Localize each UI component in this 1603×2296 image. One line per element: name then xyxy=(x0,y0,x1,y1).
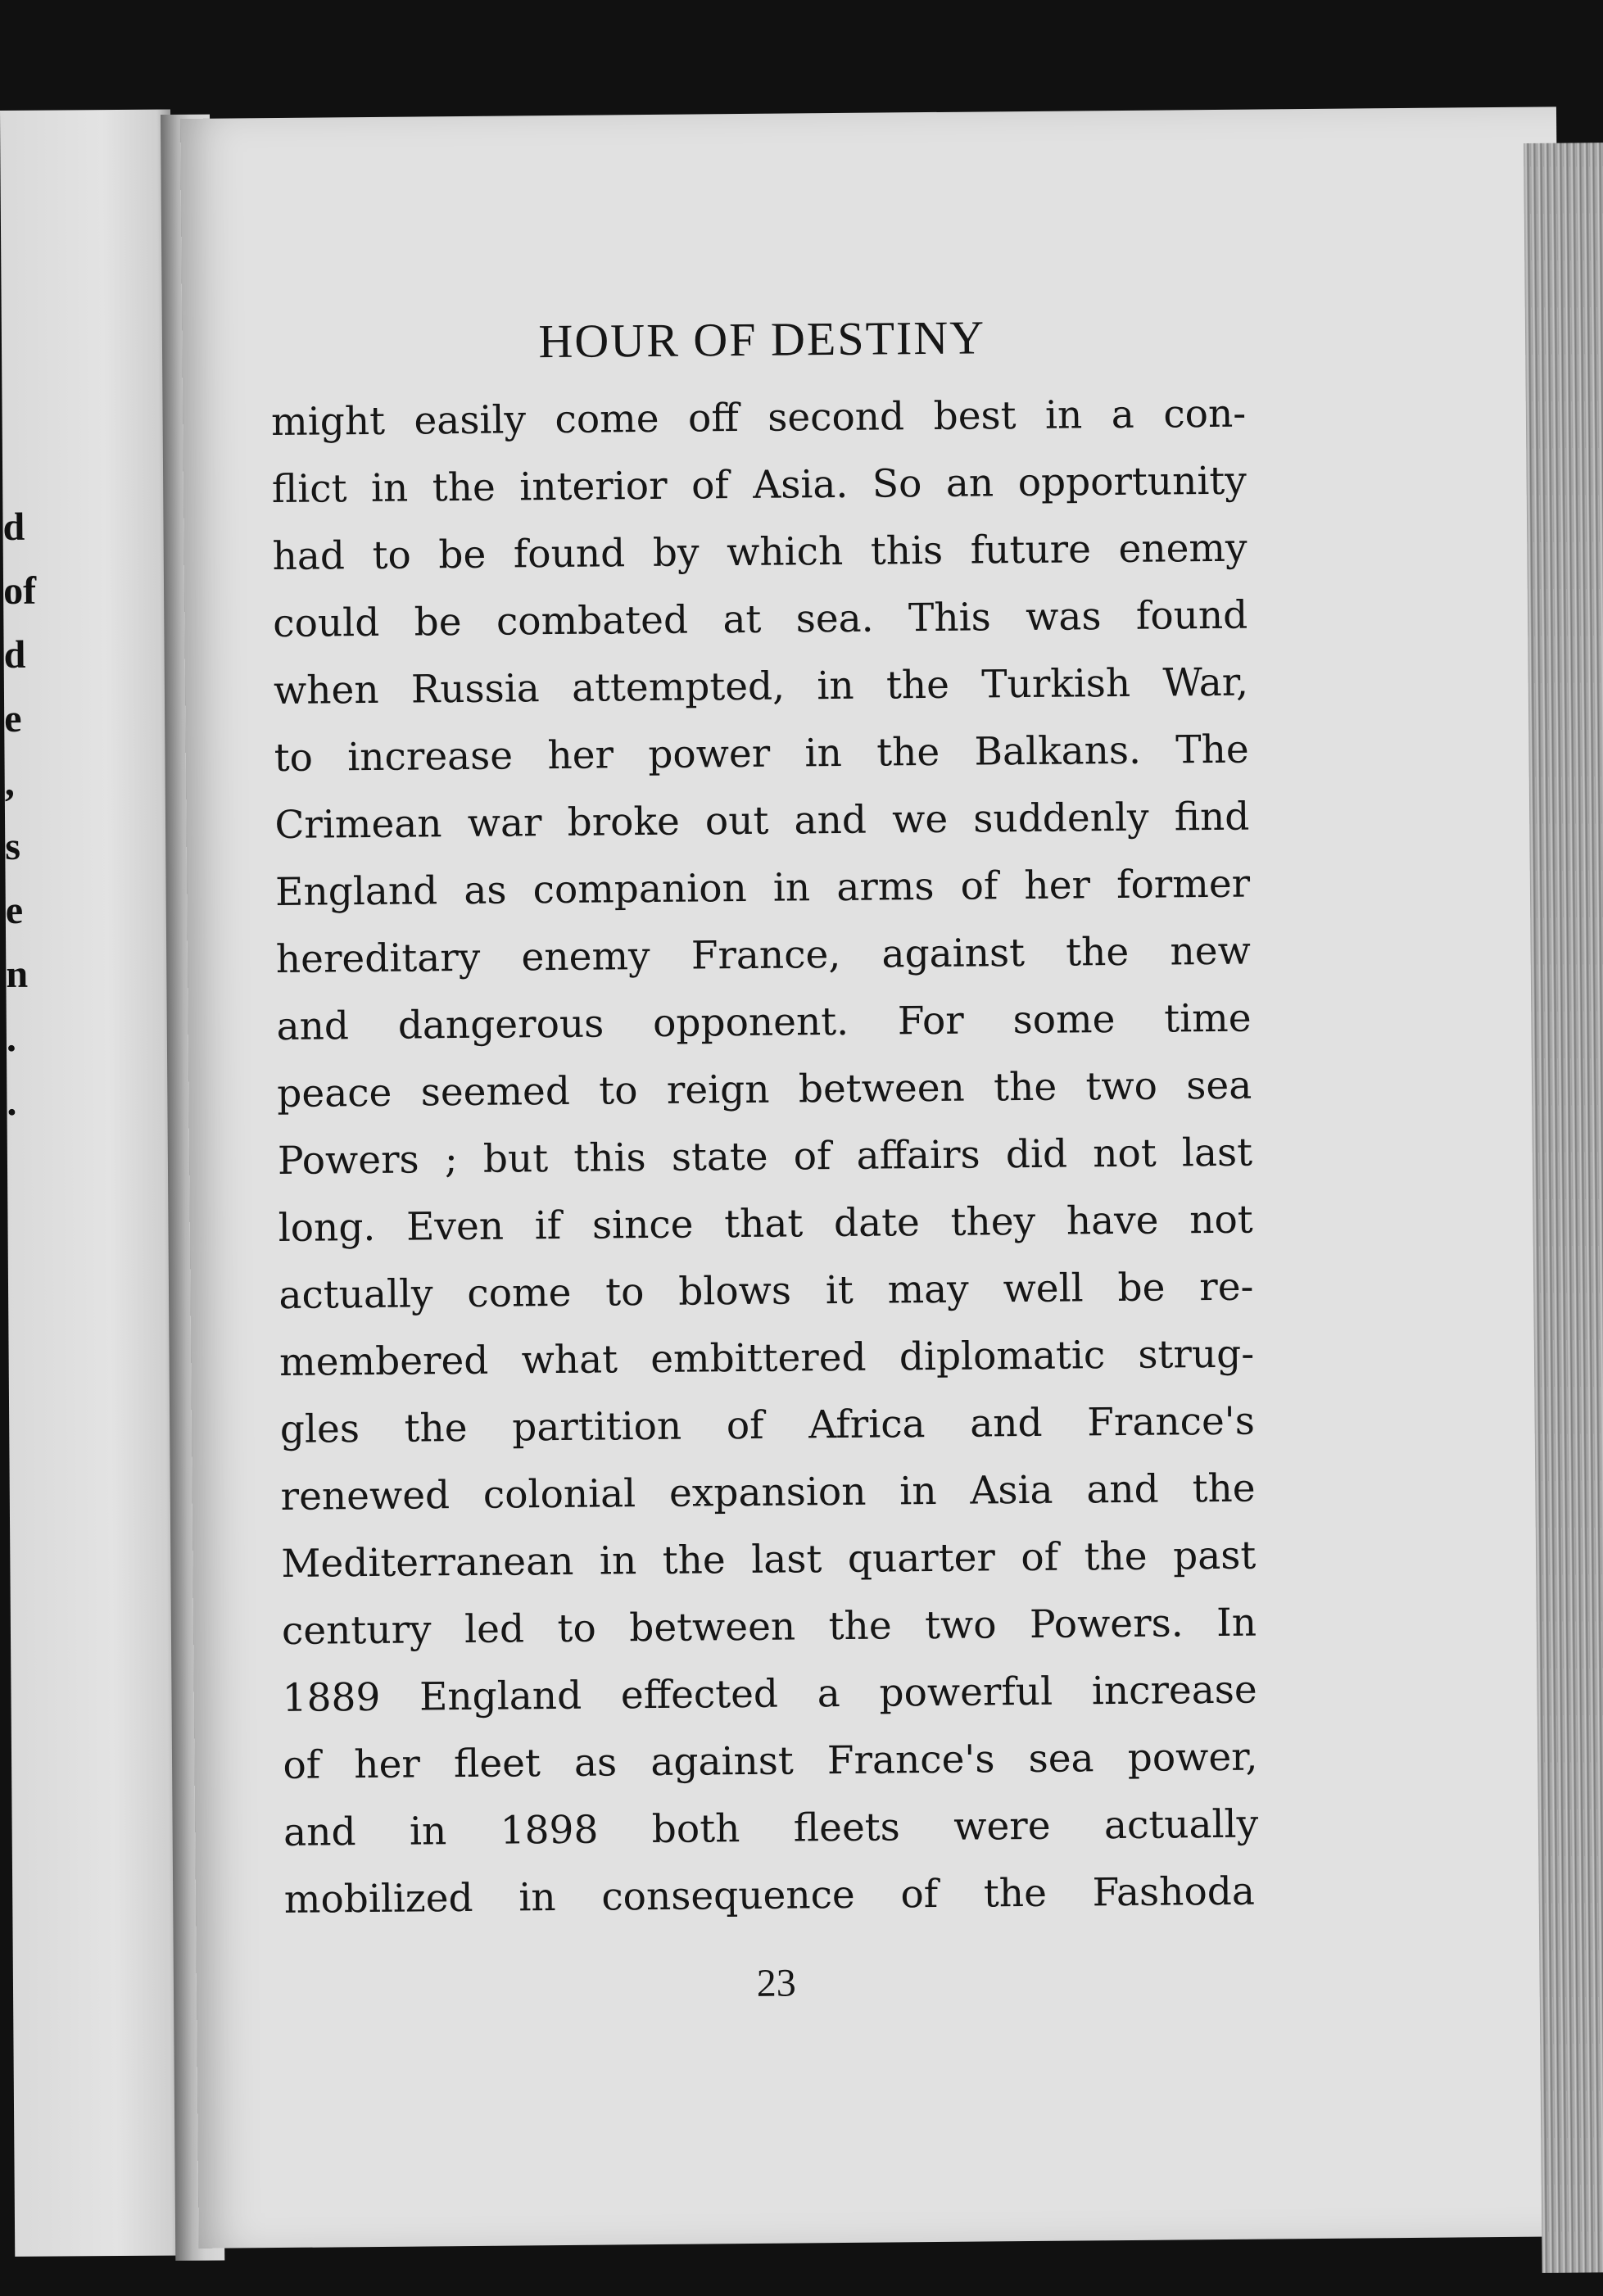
text-line: long. Even if since that date they have not xyxy=(278,1197,1253,1251)
text-line: century led to between the two Powers. In xyxy=(281,1600,1257,1654)
text-line: peace seemed to reign between the two sea xyxy=(277,1062,1252,1116)
text-line: might easily come off second best in a con- xyxy=(270,391,1247,445)
previous-page-fragment: e xyxy=(5,888,24,932)
text-line: mobilized in consequence of the Fashoda xyxy=(283,1868,1256,1922)
body-text xyxy=(271,381,1267,1934)
previous-page-fragment: d xyxy=(2,505,25,549)
text-line: Powers ; but this state of affairs did not last xyxy=(277,1130,1253,1184)
previous-page-fragment: . xyxy=(6,1016,17,1060)
text-line: had to be found by which this future enemy xyxy=(272,525,1248,579)
previous-page-text-fragments xyxy=(2,496,39,1134)
previous-page-fragment: n xyxy=(6,952,29,996)
previous-page-fragment: e xyxy=(3,696,22,740)
text-line: and in 1898 both fleets were actually xyxy=(283,1801,1259,1855)
previous-page-edge xyxy=(0,110,185,2257)
page-number: 23 xyxy=(756,1961,797,2005)
previous-page-fragment: . xyxy=(7,1080,17,1124)
text-line: when Russia attempted, in the Turkish War, xyxy=(273,659,1249,713)
previous-page-fragment: of xyxy=(2,568,37,613)
text-line: Mediterranean in the last quarter of the past xyxy=(281,1533,1257,1587)
previous-page-fragment: s xyxy=(5,824,21,868)
previous-page-fragment: d xyxy=(3,632,26,677)
running-head: HOUR OF DESTINY xyxy=(538,310,986,369)
text-line: 1889 England effected a powerful increase xyxy=(282,1667,1257,1721)
text-line: gles the partition of Africa and France's xyxy=(279,1398,1256,1452)
text-line: of her fleet as against France's sea power, xyxy=(283,1734,1258,1788)
text-line: to increase her power in the Balkans. The xyxy=(274,727,1249,781)
text-line: could be combated at sea. This was found xyxy=(273,592,1248,646)
text-line: membered what embittered diplomatic strug- xyxy=(278,1331,1255,1385)
text-line: and dangerous opponent. For some time xyxy=(276,995,1252,1049)
page-text-block xyxy=(270,307,1268,2013)
text-line: renewed colonial expansion in Asia and the xyxy=(280,1465,1256,1519)
text-line: flict in the interior of Asia. So an opportunity xyxy=(271,458,1248,512)
previous-page-fragment: , xyxy=(4,760,15,804)
text-line: England as companion in arms of her former xyxy=(274,861,1251,915)
text-line: actually come to blows it may well be re- xyxy=(278,1264,1254,1318)
text-line: Crimean war broke out and we suddenly find xyxy=(274,794,1250,848)
text-line: hereditary enemy France, against the new xyxy=(275,928,1252,982)
